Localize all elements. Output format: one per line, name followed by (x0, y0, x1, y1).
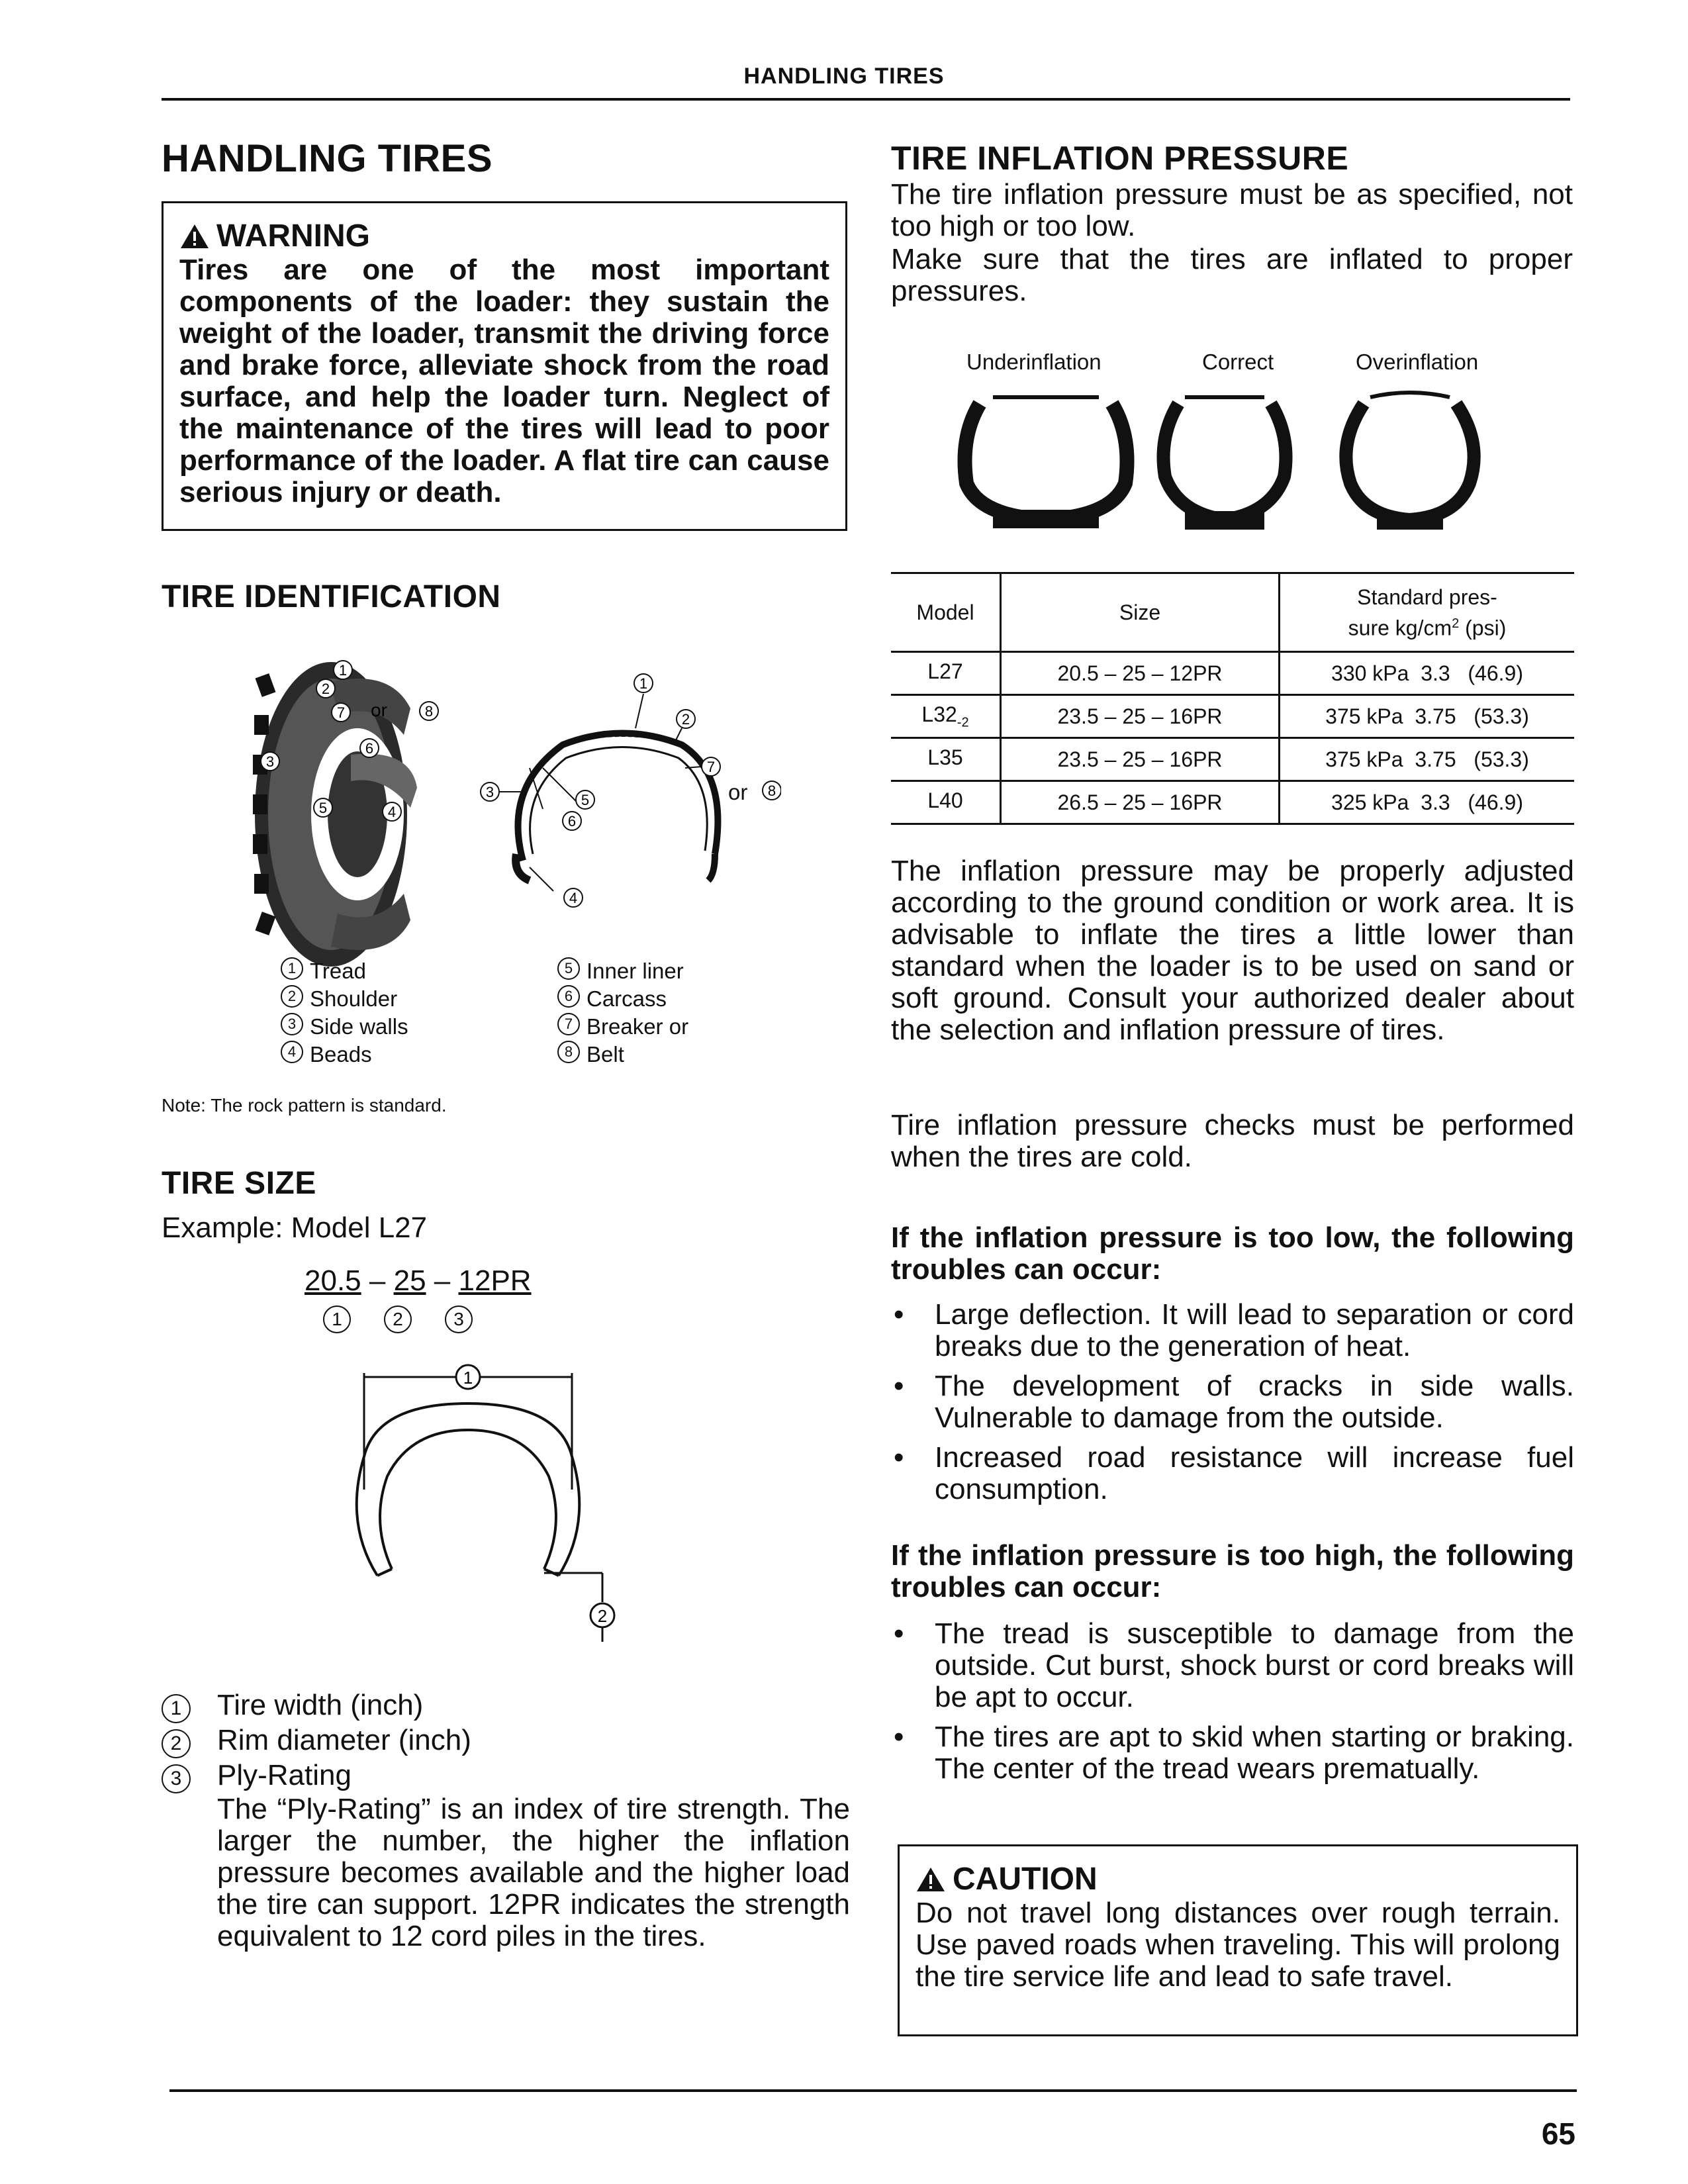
svg-text:4: 4 (387, 804, 397, 820)
legend-item: 2 Shoulder (281, 985, 408, 1013)
svg-text:7: 7 (706, 759, 716, 775)
legend-item: 5 Inner liner (557, 957, 688, 985)
running-header: HANDLING TIRES (743, 64, 945, 89)
svg-text:5: 5 (581, 792, 590, 808)
tire-size-code-numbers: 1 2 3 (323, 1306, 522, 1333)
size-code-width: 20.5 (305, 1264, 361, 1297)
caution-triangle-icon (915, 1866, 946, 1893)
svg-text:4: 4 (569, 890, 578, 906)
legend-item: 8 Belt (557, 1041, 688, 1068)
too-high-list (891, 1618, 1574, 1785)
col-header-size: Size (1001, 574, 1280, 652)
table-row: $L32_{-2}$ 23.5 – 25 – 16PR 375 kPa 3.75 (53.3) (891, 695, 1574, 738)
overinflation-tire (1346, 393, 1474, 530)
caution-heading (915, 1861, 1560, 1897)
tire-identification-title: TIRE IDENTIFICATION (162, 579, 501, 614)
table-row: L40 26.5 – 25 – 16PR 325 kPa 3.3 (46.9) (891, 781, 1574, 824)
legend-column-2 (557, 957, 688, 1068)
inflation-adjust-paragraph: The inflation pressure may be properly adjusted according to the ground condition or work area. It is advisable to inflate the tires a little lower than standard when the loader is to be used on sand or soft ground. Consult your authorized dealer about the selection and inflation pressure of tires. (891, 855, 1574, 1046)
list-item: • Increased road resistance will increase fuel consumption. (894, 1441, 1574, 1505)
tire-identification-illustration (252, 655, 781, 967)
col-header-pressure: Standard pres- sure $kg/cm^2$ (psi) (1280, 574, 1575, 652)
svg-text:1: 1 (639, 675, 648, 692)
cold-check-paragraph: Tire inflation pressure checks must be performed when the tires are cold. (891, 1109, 1574, 1173)
pressure-table (891, 574, 1574, 825)
svg-text:1: 1 (463, 1368, 473, 1388)
svg-text:8: 8 (424, 703, 434, 720)
col-header-model: Model (891, 574, 1001, 652)
legend-item: 4 Beads (281, 1041, 408, 1068)
size-legend-item: 3 Ply-Rating (162, 1758, 850, 1793)
svg-text:5: 5 (318, 800, 328, 816)
correct-tire (1164, 397, 1286, 530)
too-high-heading: If the inflation pressure is too high, the following troubles can occur: (891, 1539, 1574, 1603)
svg-text:3: 3 (265, 753, 275, 770)
size-code-dash: – (369, 1264, 386, 1297)
warning-text: Tires are one of the most important components of the loader: they sustain the weight of the loader, transmit the driving force and brake force, alleviate shock from the road surface, and help the loader turn. Neglect of the maintenance of the tires will lead to poor performance of the loader. A flat tire can cause serious injury or death. (179, 254, 829, 508)
svg-text:6: 6 (567, 813, 577, 830)
svg-text:7: 7 (336, 704, 346, 721)
header-rule (162, 98, 1570, 101)
too-low-heading: If the inflation pressure is too low, the following troubles can occur: (891, 1221, 1574, 1286)
legend-item: 7 Breaker or (557, 1013, 688, 1041)
size-legend-item: 1 Tire width (inch) (162, 1688, 850, 1723)
warning-triangle-icon (179, 223, 210, 250)
size-legend-item: 2 Rim diameter (inch) (162, 1723, 850, 1758)
too-low-list (891, 1299, 1574, 1505)
svg-text:2: 2 (681, 711, 690, 728)
tire-size-diagram (351, 1357, 649, 1655)
svg-text:1: 1 (338, 662, 348, 679)
list-item: • The development of cracks in side walls. Vulnerable to damage from the outside. (894, 1370, 1574, 1434)
svg-text:2: 2 (597, 1606, 608, 1626)
legend-item: 6 Carcass (557, 985, 688, 1013)
or-label-photo: or (371, 700, 387, 720)
tire-size-code (305, 1264, 532, 1298)
size-code-dash: – (434, 1264, 451, 1297)
page-number: 65 (1541, 2116, 1575, 2151)
tire-size-title: TIRE SIZE (162, 1166, 316, 1201)
rock-pattern-note: Note: The rock pattern is standard. (162, 1095, 447, 1116)
tire-size-example: Example: Model L27 (162, 1211, 428, 1244)
inflation-comparison-illustration (953, 384, 1509, 536)
warning-title: WARNING (216, 218, 370, 254)
pressure-table-container (891, 572, 1574, 825)
underinflation-label: Underinflation (966, 350, 1102, 374)
caution-title: CAUTION (953, 1862, 1098, 1897)
svg-text:8: 8 (767, 783, 776, 799)
footer-rule (169, 2089, 1577, 2092)
ply-rating-text: The “Ply-Rating” is an index of tire strength. The larger the number, the higher the inflation pressure becomes available and the higher load the tire can support. 12PR indicates the strength equivalent to 12 cord piles in the tires. (217, 1793, 850, 1952)
tire-size-legend (162, 1688, 850, 1952)
list-item: • The tread is susceptible to damage from the outside. Cut burst, shock burst or cord breaks will be apt to occur. (894, 1617, 1574, 1713)
inflation-intro-2: Make sure that the tires are inflated to proper pressures. (891, 243, 1573, 307)
svg-text:6: 6 (365, 740, 374, 757)
svg-text:3: 3 (485, 784, 494, 800)
inflation-title: TIRE INFLATION PRESSURE (891, 140, 1349, 177)
overinflation-label: Overinflation (1356, 350, 1479, 374)
underinflation-tire (965, 397, 1127, 528)
caution-text: Do not travel long distances over rough terrain. Use paved roads when traveling. This will prolong the tire service life and lead to safe travel. (915, 1897, 1560, 1993)
warning-heading (179, 218, 829, 254)
correct-label: Correct (1202, 350, 1274, 374)
legend-item: 3 Side walls (281, 1013, 408, 1041)
table-row: L27 20.5 – 25 – 12PR 330 kPa 3.3 (46.9) (891, 652, 1574, 695)
list-item: • The tires are apt to skid when starting or braking. The center of the tread wears prematually. (894, 1721, 1574, 1785)
size-code-ply: 12PR (458, 1264, 532, 1297)
or-label: or (728, 780, 748, 804)
svg-text:2: 2 (321, 681, 330, 697)
legend-column-1 (281, 957, 408, 1068)
warning-box (162, 201, 847, 531)
section-title: HANDLING TIRES (162, 137, 492, 180)
list-item: • Large deflection. It will lead to separation or cord breaks due to the generation of heat. (894, 1298, 1574, 1362)
size-code-rim: 25 (393, 1264, 426, 1297)
inflation-intro-1: The tire inflation pressure must be as specified, not too high or too low. (891, 178, 1573, 242)
table-row: L35 23.5 – 25 – 16PR 375 kPa 3.75 (53.3) (891, 738, 1574, 781)
legend-item: 1 Tread (281, 957, 408, 985)
caution-box (898, 1844, 1578, 2036)
